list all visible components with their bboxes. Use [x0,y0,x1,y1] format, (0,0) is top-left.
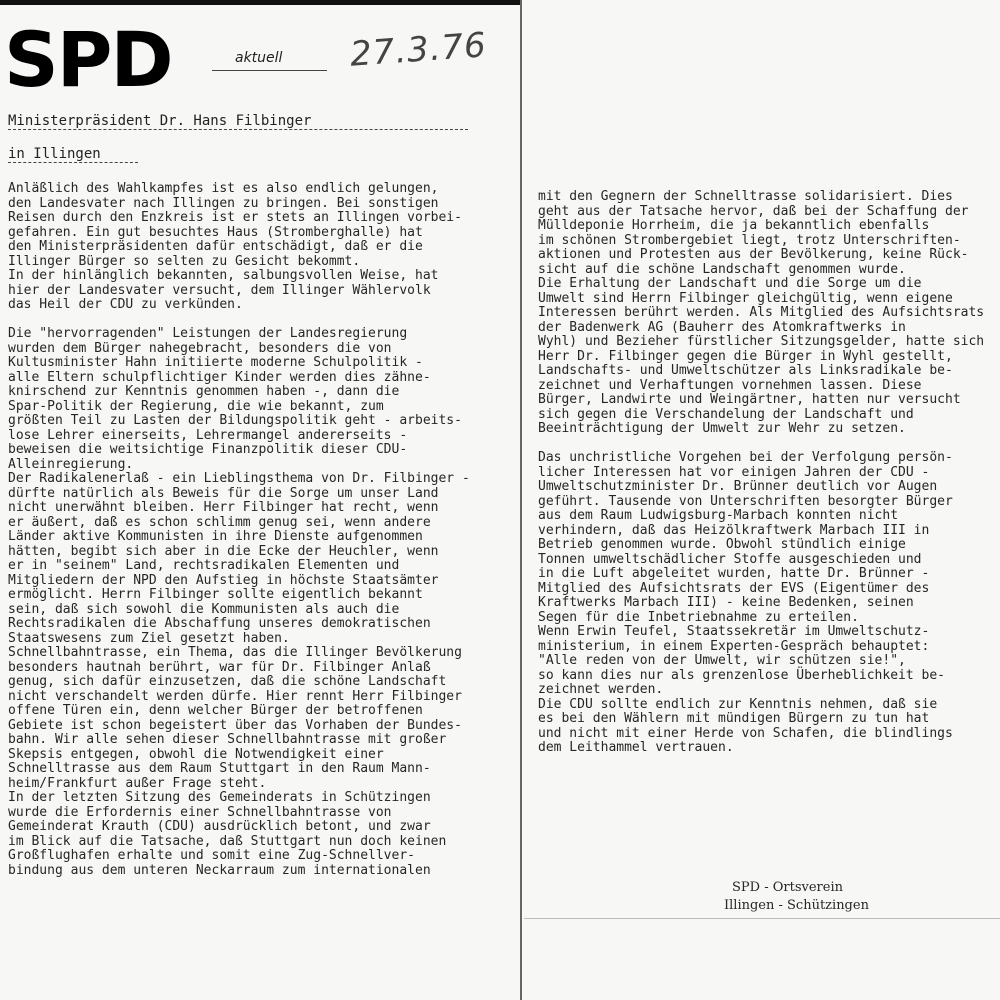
handwritten-date: 27.3.76 [348,25,489,75]
column-divider [520,0,522,1000]
aktuell-label: aktuell [235,50,283,66]
end-rule [524,918,1000,919]
signature-line-1: SPD - Ortsverein [732,880,843,895]
signature-line-2: Illingen - Schützingen [724,898,869,913]
spd-logo: SPD [4,15,172,104]
logo-underline [212,70,327,71]
right-column-text: mit den Gegnern der Schnelltrasse solidarisiert. Dies geht aus der Tatsache hervor, daß bei der Schaffung der Mülldeponie Horrheim, die ja bekanntlich ebenfalls im schönen Strombergebiet liegt, trotz Unterschriften- aktionen und Protesten aus der Bevölkerung, keine Rück- sicht auf die schöne Landschaft genommen wurde. Die Erhaltung der Landschaft und die Sorge um die Umwelt sind Herrn Filbinger gleichgültig, wenn eigene Interessen berührt werden. Als Mitglied des Aufsichtsrats der Badenwerk AG (Bauherr des Atomkraftwerks in Wyhl) und Bezieher fürstlicher Sitzungsgelder, hatte sich Herr Dr. Filbinger gegen die Bürger in Wyhl gestellt, Landschafts- und Umweltschützer als Linksradikale be- zeichnet und Verhaftungen vornehmen lassen. Diese Bürger, Landwirte und Weingärtner, hatten nur versucht sich gegen die Verschandelung der Landschaft und Beeinträchtigung der Umwelt zur Wehr zu setzen. Das unchristliche Vorgehen bei der Verfolgung persön- licher Interessen hat vor einigen Jahren der CDU - Umweltschutzminister Dr. Brünner deutlich vor Augen geführt. Tausende von Unterschriften besorgter Bürger aus dem Raum Ludwigsburg-Marbach konnten nicht verhindern, daß das Heizölkraftwerk Marbach III in Betrieb genommen wurde. Obwohl stündlich einige Tonnen umweltschädlicher Stoffe ausgeschieden und in die Luft abgeleitet wurden, hatte Dr. Brünner - Mitglied des Aufsichtsrats der EVS (Eigentümer des Kraftwerks Marbach III) - keine Bedenken, seinen Segen für die Inbetriebnahme zu erteilen. Wenn Erwin Teufel, Staatssekretär im Umweltschutz- ministerium, in einem Experten-Gespräch behauptet: "Alle reden von der Umwelt, wir schützen sie!", so kann dies nur als grenzenlose Überheblichkeit be- zeichnet werden. Die CDU sollte endlich zur Kenntnis nehmen, daß sie es bei den Wählern mit mündigen Bürgern zu tun hat und nicht mit einer Herde von Schafen, die blindlings dem Leithammel vertrauen. [538,189,985,755]
headline-line-2: in Illingen [8,146,138,163]
left-column-text: Anläßlich des Wahlkampfes ist es also endlich gelungen, den Landesvater nach Illingen zu bringen. Bei sonstigen Reisen durch den Enzkreis ist er stets an Illingen vorbei- gefahren. Ein gut besuchtes Haus (Stromberghalle) hat den Ministerpräsidenten dafür entschädigt, daß er die Illinger Bürger so selten zu Gesicht bekommt. In der hinlänglich bekannten, salbungsvollen Weise, hat hier der Landesvater versucht, dem Illinger Wählervolk das Heil der CDU zu verkünden. Die "hervorragenden" Leistungen der Landesregierung wurden dem Bürger nahegebracht, besonders die von Kultusminister Hahn initiierte moderne Schulpolitik - alle Eltern schulpflichtiger Kinder werden dies zähne- knirschend zur Kenntnis genommen haben -, dann die Spar-Politik der Regierung, die wie bekannt, zum größten Teil zu Lasten der Bildungspolitik geht - arbeits- lose Lehrer einerseits, Lehrermangel andererseits - beweisen die weitsichtige Finanzpolitik dieser CDU- Alleinregierung. Der Radikalenerlaß - ein Lieblingsthema von Dr. Filbinger - dürfte natürlich als Beweis für die Sorge um unser Land nicht unerwähnt bleiben. Herr Filbinger hat recht, wenn er äußert, daß es schon schlimm genug sei, wenn andere Länder aktive Kommunisten in ihre Dienste aufgenommen hätten, begibt sich aber in die Ecke der Heuchler, wenn er in "seinem" Land, rechtsradikalen Elementen und Mitgliedern der NPD den Aufstieg in höchste Staatsämter ermöglicht. Herrn Filbinger sollte eigentlich bekannt sein, daß sich sowohl die Kommunisten als auch die Rechtsradikalen die Abschaffung unseres demokratischen Staatswesens zum Ziel gesetzt haben. Schnellbahntrasse, ein Thema, das die Illinger Bevölkerung besonders hautnah berührt, war für Dr. Filbinger Anlaß genug, sich dafür einzusetzen, daß die schöne Landschaft nicht verschandelt werden dürfe. Hier rennt Herr Filbinger offene Türen ein, denn welcher Bürger der betroffenen Gebiete ist schon begeistert über das Vorhaben der Bundes- bahn. Wir alle sehen dieser Schnellbahntrasse mit großer Skepsis entgegen, obwohl die Notwendigkeit einer Schnelltrasse aus dem Raum Stuttgart in den Raum Mann- heim/Frankfurt außer Frage steht. In der letzten Sitzung des Gemeinderats in Schützingen wurde die Erfordernis einer Schnellbahntrasse von Gemeinderat Krauth (CDU) ausdrücklich betont, und zwar im Blick auf die Tatsache, daß Stuttgart nun doch keinen Großflughafen erhalte und somit eine Zug-Schnellver- bindung aus dem unteren Neckarraum zum internationalen [8,181,470,878]
right-column [524,0,1000,1000]
headline-line-1: Ministerpräsident Dr. Hans Filbinger [8,113,468,130]
